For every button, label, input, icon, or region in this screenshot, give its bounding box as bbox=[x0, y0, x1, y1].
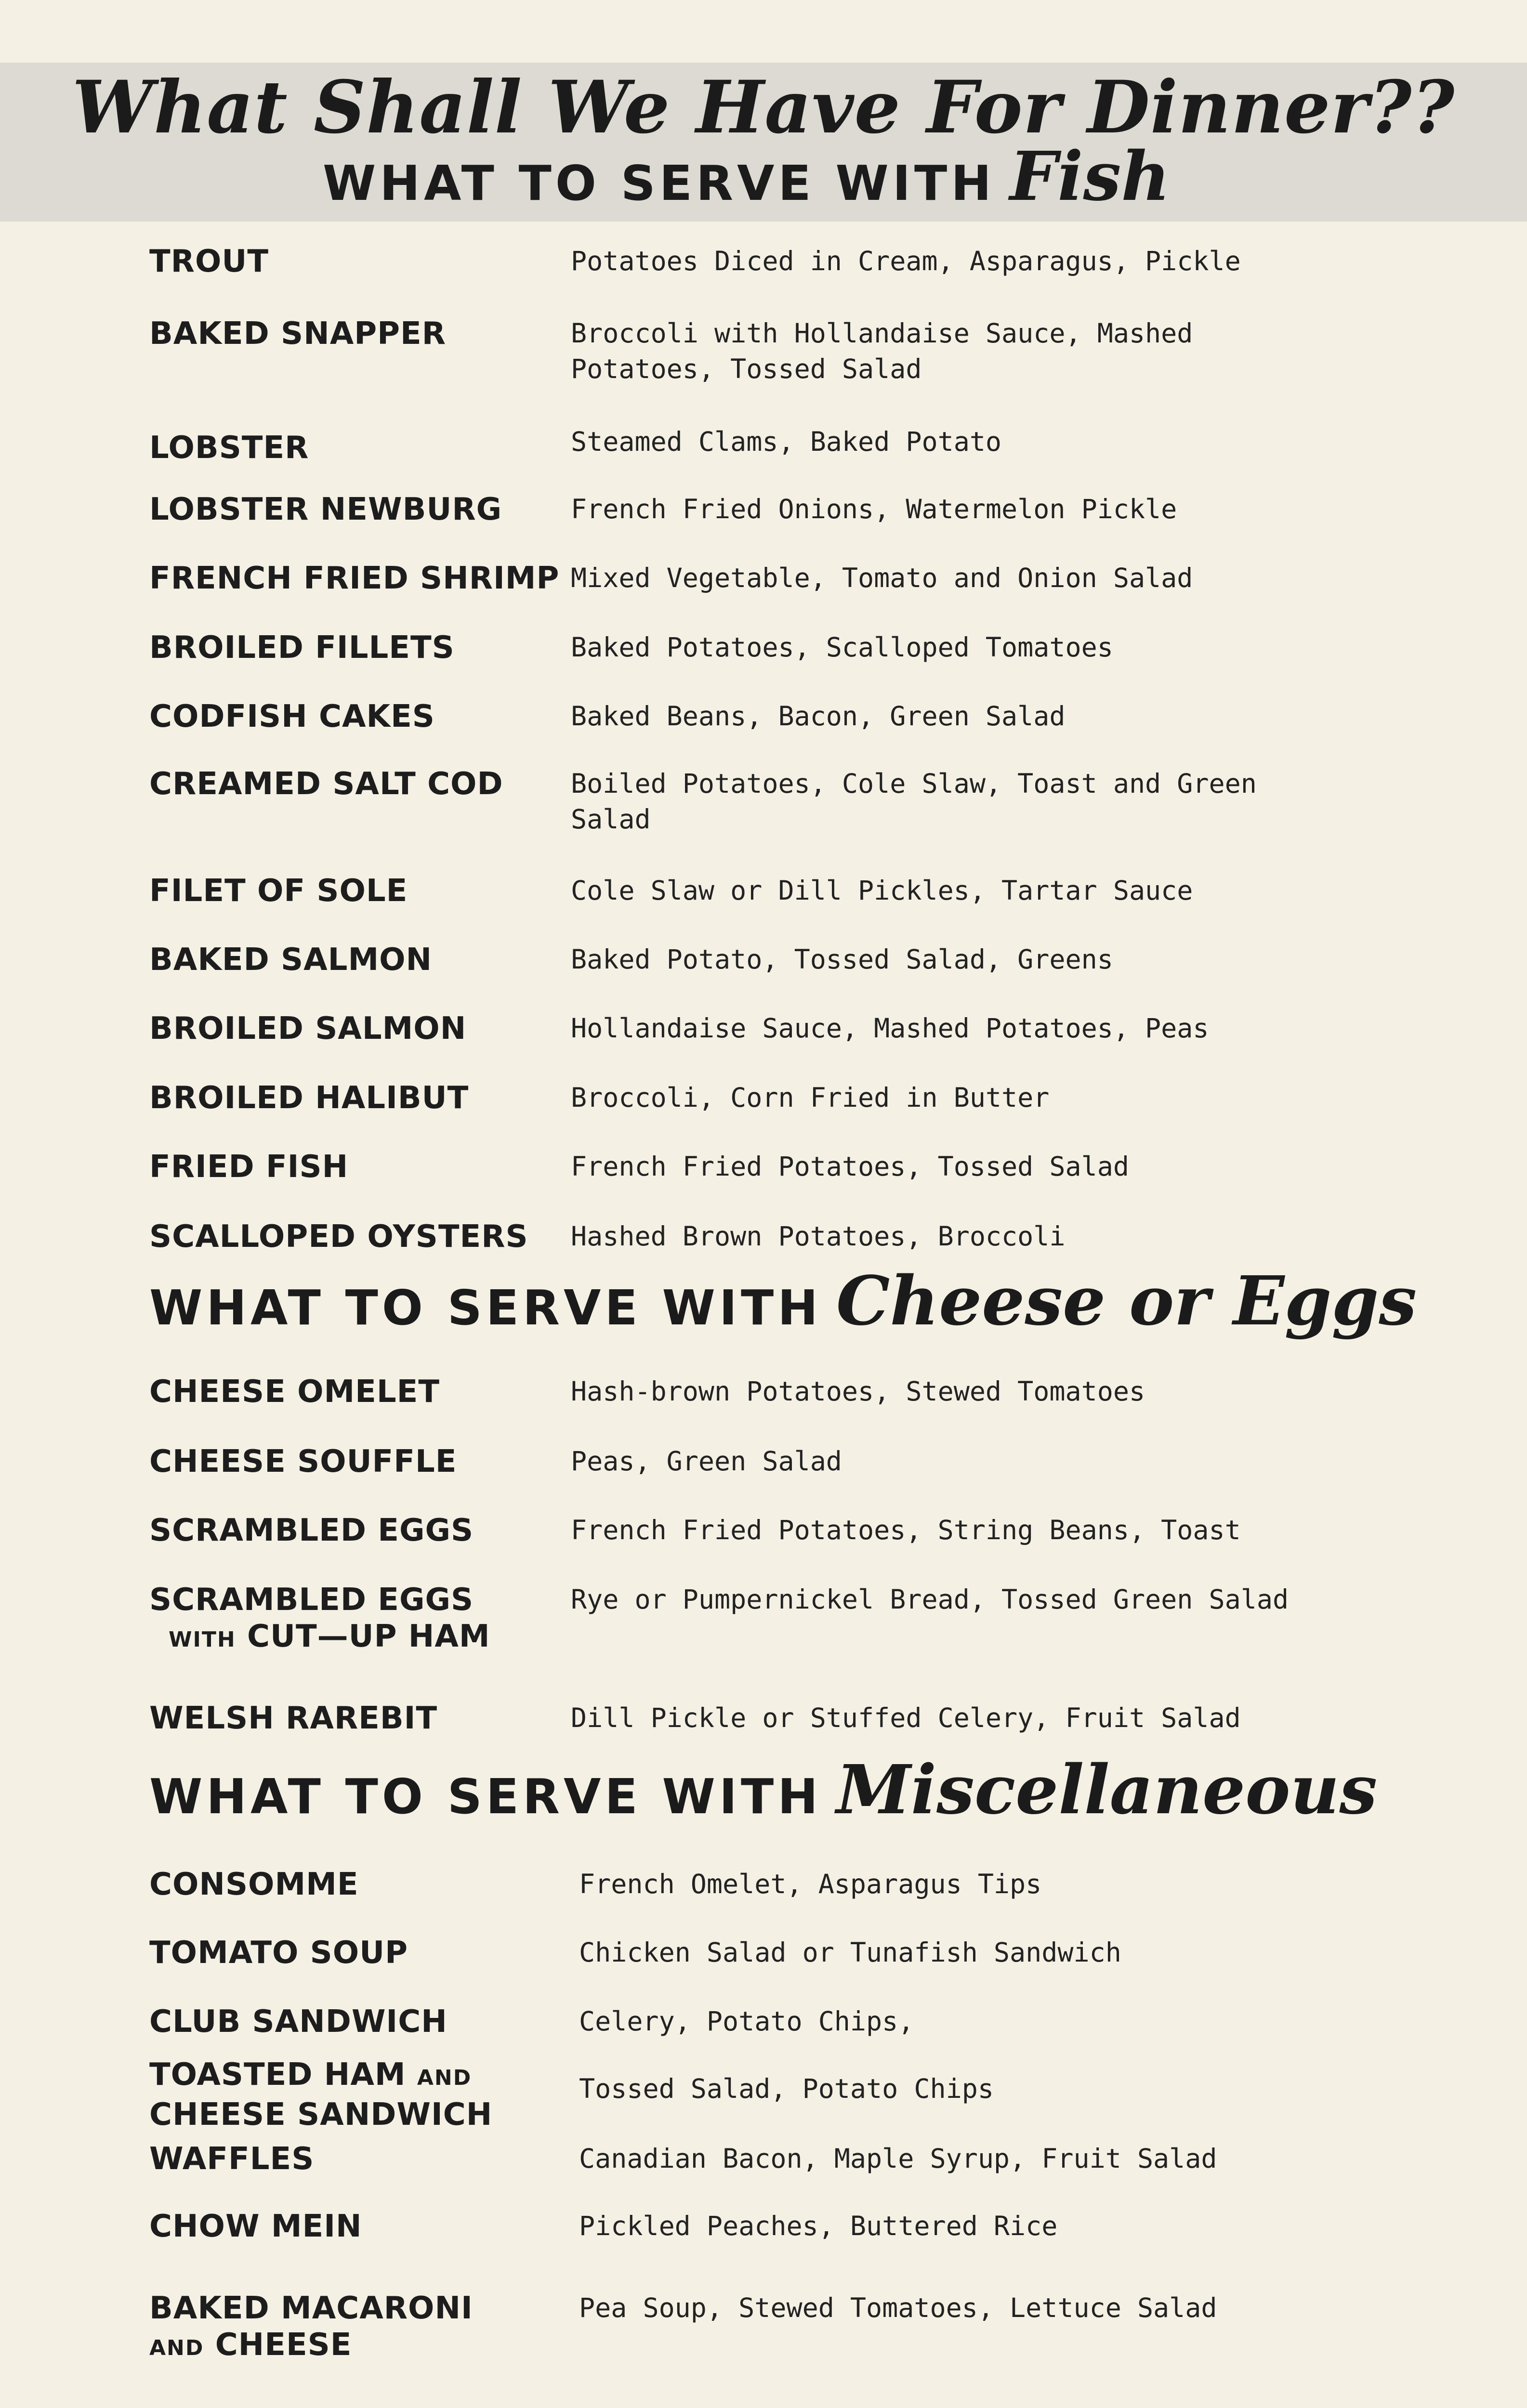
page-title: What Shall We Have For Dinner?? bbox=[72, 65, 1455, 150]
dish-name bbox=[149, 1582, 564, 1658]
serve-with: Cole Slaw or Dill Pickles, Tartar Sauce bbox=[571, 875, 1193, 906]
dish-name-line1: BAKED MACARONI bbox=[149, 2290, 473, 2326]
dish-name: TOMATO SOUP bbox=[149, 1935, 408, 1971]
dish-name: BAKED SALMON bbox=[149, 942, 433, 978]
dish-name: FRIED FISH bbox=[149, 1149, 349, 1185]
dish-name: FRENCH FRIED SHRIMP bbox=[149, 561, 560, 596]
dish-name: CONSOMME bbox=[149, 1867, 359, 1902]
serve-with: Peas, Green Salad bbox=[571, 1446, 842, 1477]
serve-with: Hash-brown Potatoes, Stewed Tomatoes bbox=[571, 1376, 1145, 1407]
section-heading-subject: Fish bbox=[1009, 137, 1171, 216]
serve-with: Dill Pickle or Stuffed Celery, Fruit Salad bbox=[571, 1702, 1241, 1733]
dish-name-line2: CHEESE bbox=[215, 2327, 352, 2363]
serve-with: Pickled Peaches, Buttered Rice bbox=[579, 2211, 1058, 2241]
serve-with: Rye or Pumpernickel Bread, Tossed Green Salad bbox=[571, 1584, 1289, 1615]
serve-with: French Fried Potatoes, String Beans, Toast bbox=[571, 1515, 1241, 1545]
serve-with: Mixed Vegetable, Tomato and Onion Salad bbox=[571, 563, 1193, 593]
serve-with: Hollandaise Sauce, Mashed Potatoes, Peas bbox=[571, 1013, 1209, 1044]
serve-with: Baked Beans, Bacon, Green Salad bbox=[571, 701, 1066, 732]
section-heading-prefix: WHAT TO SERVE WITH bbox=[323, 155, 995, 211]
serve-with: Steamed Clams, Baked Potato bbox=[571, 426, 1002, 457]
serve-with: Celery, Potato Chips, bbox=[579, 2006, 914, 2037]
section-heading-fish bbox=[323, 137, 1170, 216]
dish-name-connector: WITH bbox=[169, 1627, 236, 1652]
serve-with: French Omelet, Asparagus Tips bbox=[579, 1869, 1042, 1899]
dish-name: BROILED SALMON bbox=[149, 1011, 467, 1047]
dish-name: CREAMED SALT COD bbox=[149, 766, 503, 802]
dish-name: BROILED FILLETS bbox=[149, 630, 455, 666]
dish-name: SCALLOPED OYSTERS bbox=[149, 1219, 528, 1255]
section-heading-cheese-eggs bbox=[149, 1262, 1417, 1341]
dish-name: SCRAMBLED EGGS bbox=[149, 1513, 474, 1548]
serve-with: Potatoes Diced in Cream, Asparagus, Pickle bbox=[571, 246, 1241, 276]
dish-name: TROUT bbox=[149, 244, 269, 279]
dish-name bbox=[149, 2056, 564, 2133]
serve-with: Tossed Salad, Potato Chips bbox=[579, 2073, 994, 2104]
dish-name: CLUB SANDWICH bbox=[149, 2004, 448, 2040]
dish-name: WAFFLES bbox=[149, 2141, 315, 2177]
section-heading-subject: Miscellaneous bbox=[836, 1751, 1378, 1830]
serve-with: Hashed Brown Potatoes, Broccoli bbox=[571, 1221, 1066, 1252]
serve-with: Baked Potatoes, Scalloped Tomatoes bbox=[571, 632, 1113, 663]
dish-name: FILET OF SOLE bbox=[149, 873, 408, 909]
dish-name-connector: AND bbox=[417, 2066, 472, 2090]
serve-with: Boiled Potatoes, Cole Slaw, Toast and Green Salad bbox=[571, 768, 1257, 835]
dish-name: BAKED SNAPPER bbox=[149, 316, 447, 352]
dish-name: WELSH RAREBIT bbox=[149, 1701, 438, 1736]
serve-with: French Fried Onions, Watermelon Pickle bbox=[571, 494, 1177, 524]
dish-name: CHEESE OMELET bbox=[149, 1374, 440, 1410]
serve-with: Pea Soup, Stewed Tomatoes, Lettuce Salad bbox=[579, 2292, 1217, 2323]
section-heading-subject: Cheese or Eggs bbox=[836, 1262, 1417, 1341]
section-heading-miscellaneous bbox=[149, 1751, 1377, 1830]
dish-name-line2: CUT—UP HAM bbox=[247, 1619, 490, 1654]
dish-name: CHEESE SOUFFLE bbox=[149, 1444, 457, 1479]
serve-with: Chicken Salad or Tunafish Sandwich bbox=[579, 1937, 1121, 1968]
dish-name: CODFISH CAKES bbox=[149, 699, 435, 734]
dish-name: BROILED HALIBUT bbox=[149, 1080, 469, 1116]
section-heading-prefix: WHAT TO SERVE WITH bbox=[149, 1768, 822, 1825]
dish-name: CHOW MEIN bbox=[149, 2209, 362, 2244]
serve-with: Broccoli with Hollandaise Sauce, Mashed Potatoes, Tossed Salad bbox=[571, 318, 1193, 384]
dish-name-line1: TOASTED HAM bbox=[149, 2057, 406, 2093]
dish-name: LOBSTER NEWBURG bbox=[149, 492, 502, 527]
dish-name-connector: AND bbox=[149, 2336, 204, 2360]
section-heading-prefix: WHAT TO SERVE WITH bbox=[149, 1280, 822, 1336]
dish-name-line1: SCRAMBLED EGGS bbox=[149, 1582, 474, 1618]
dish-name: LOBSTER bbox=[149, 430, 309, 466]
serve-with: French Fried Potatoes, Tossed Salad bbox=[571, 1151, 1129, 1182]
dish-name-line2: CHEESE SANDWICH bbox=[149, 2097, 493, 2133]
serve-with: Broccoli, Corn Fried in Butter bbox=[571, 1082, 1050, 1113]
serve-with: Canadian Bacon, Maple Syrup, Fruit Salad bbox=[579, 2143, 1217, 2174]
dish-name bbox=[149, 2290, 564, 2367]
serve-with: Baked Potato, Tossed Salad, Greens bbox=[571, 944, 1113, 975]
